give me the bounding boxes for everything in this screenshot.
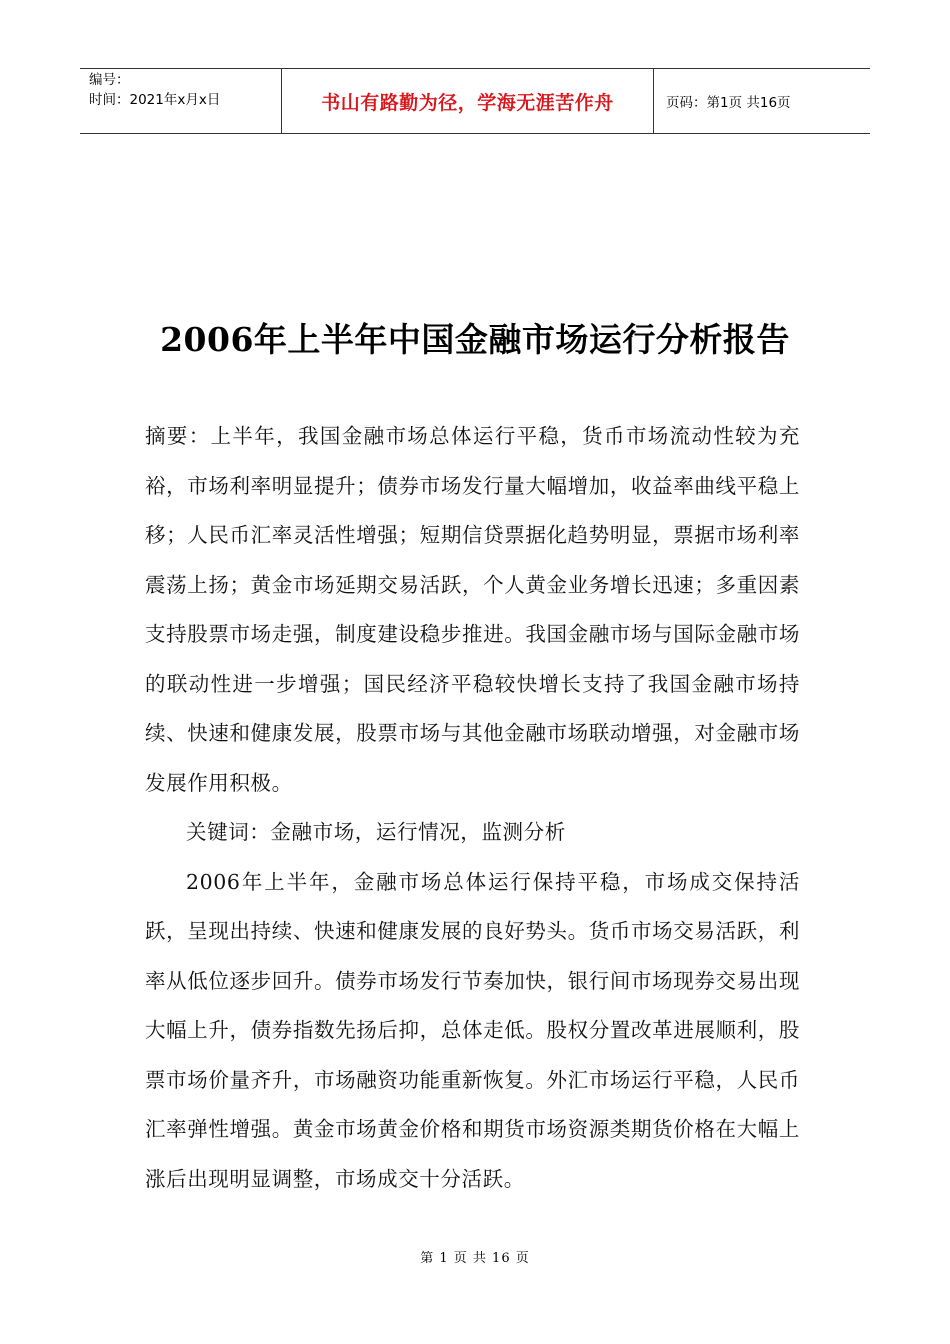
header-page-cell	[654, 69, 870, 133]
keywords-paragraph: 关键词：金融市场，运行情况，监测分析	[186, 820, 566, 844]
header-motto-cell	[282, 69, 654, 133]
header-meta-cell	[80, 69, 282, 133]
number-label: 编号：	[89, 72, 130, 88]
motto-text: 书山有路勤为径，学海无涯苦作舟	[321, 91, 614, 114]
document-title: 2006年上半年中国金融市场运行分析报告	[160, 320, 790, 359]
page-footer: 第 1 页 共 16 页	[420, 1251, 530, 1266]
page-header	[80, 68, 870, 134]
document-body	[145, 412, 800, 1204]
body-paragraph: 2006年上半年，金融市场总体运行保持平稳，市场成交保持活跃，呈现出持续、快速和健康发展的良好势头。货币市场交易活跃，利率从低位逐步回升。债券市场发行节奏加快，银行间市场现券交易出现大幅上升，债券指数先扬后抑，总体走低。股权分置改革进展顺利，股票市场价量齐升，市场融资功能重新恢复。外汇市场运行平稳，人民币汇率弹性增强。黄金市场黄金价格和期货市场资源类期货价格在大幅上涨后出现明显调整，市场成交十分活跃。	[145, 869, 800, 1191]
abstract-paragraph: 摘要：上半年，我国金融市场总体运行平稳，货币市场流动性较为充裕，市场利率明显提升；债券市场发行量大幅增加，收益率曲线平稳上移；人民币汇率灵活性增强；短期信贷票据化趋势明显，票据市场利率震荡上扬；黄金市场延期交易活跃，个人黄金业务增长迅速；多重因素支持股票市场走强，制度建设稳步推进。我国金融市场与国际金融市场的联动性进一步增强；国民经济平稳较快增长支持了我国金融市场持续、快速和健康发展，股票市场与其他金融市场联动增强，对金融市场发展作用积极。	[145, 424, 800, 795]
date-label: 时间：2021年x月x日	[89, 92, 221, 108]
page-info: 页码：第1页 共16页	[666, 95, 791, 111]
